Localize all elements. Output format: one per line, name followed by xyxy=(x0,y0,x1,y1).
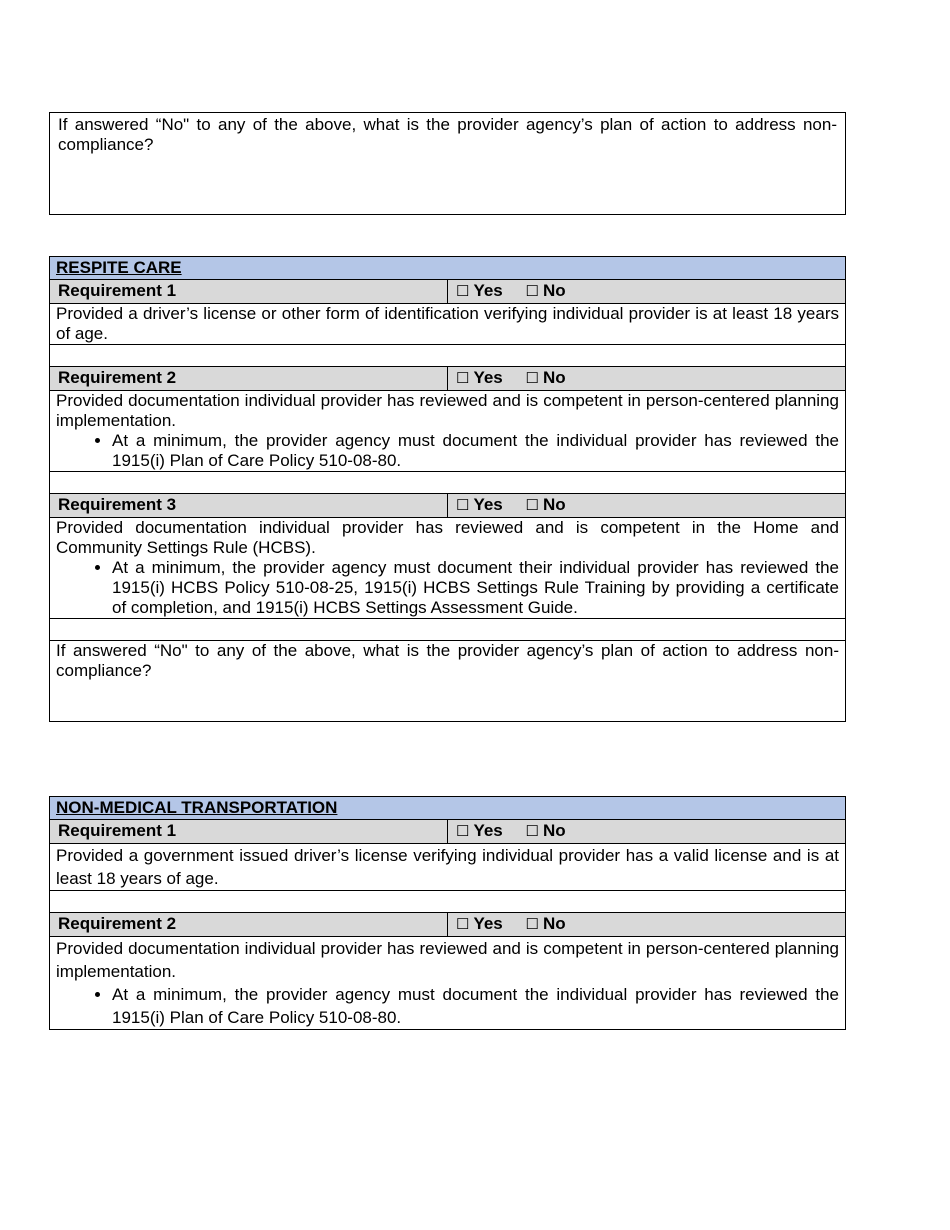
respite-req3-description xyxy=(50,518,846,619)
transport-req1-yes-checkbox[interactable] xyxy=(456,821,503,840)
spacer-row xyxy=(50,619,846,641)
checkbox-icon: ☐ xyxy=(456,283,470,300)
transport-req1-options xyxy=(448,820,846,844)
transport-req2-description xyxy=(50,937,846,1030)
yes-label: Yes xyxy=(473,368,503,387)
yes-label: Yes xyxy=(473,281,503,300)
checkbox-icon: ☐ xyxy=(525,283,539,300)
transport-table xyxy=(49,796,846,1030)
transport-req1-no-checkbox[interactable] xyxy=(526,821,566,840)
transport-req1-description xyxy=(50,844,846,891)
transport-req2-bullet: • At a minimum, the provider agency must document the individual provider has reviewed the 1915(i) Plan of Care Policy 510-08-80. xyxy=(112,983,839,1029)
respite-req3-label: Requirement 3 xyxy=(50,494,448,518)
no-label: No xyxy=(542,281,566,300)
transport-req2-text: Provided documentation individual provider has reviewed and is competent in person-centered planning implementation. xyxy=(56,939,839,981)
spacer-row xyxy=(50,472,846,494)
transport-req2-label: Requirement 2 xyxy=(50,913,448,937)
respite-req2-label: Requirement 2 xyxy=(50,367,448,391)
respite-req2-options xyxy=(448,367,846,391)
respite-req2-bullet: • At a minimum, the provider agency must document the individual provider has reviewed the 1915(i) Plan of Care Policy 510-08-80. xyxy=(112,431,839,471)
respite-care-table xyxy=(49,256,846,722)
checkbox-icon: ☐ xyxy=(456,916,470,933)
respite-req3-text: Provided documentation individual provider has reviewed and is competent in the Home and Community Settings Rule (HCBS). xyxy=(56,518,839,557)
yes-label: Yes xyxy=(473,495,503,514)
transport-req1-text: Provided a government issued driver’s license verifying individual provider has a valid license and is at least 18 years of age. xyxy=(56,846,839,888)
checkbox-icon: ☐ xyxy=(456,370,470,387)
spacer-row xyxy=(50,345,846,367)
transport-req2-options xyxy=(448,913,846,937)
respite-req1-options xyxy=(448,280,846,304)
top-plan-question: If answered “No" to any of the above, what is the provider agency’s plan of action to address non-compliance? xyxy=(58,115,837,154)
transport-req1-label: Requirement 1 xyxy=(50,820,448,844)
checkbox-icon: ☐ xyxy=(525,370,539,387)
respite-req3-bullet: • At a minimum, the provider agency must document their individual provider has reviewed the 1915(i) HCBS Policy 510-08-25, 1915(i) HCBS Settings Rule Training by providing a certificate of completion, and 1915(i) HCBS Settings Assessment Guide. xyxy=(112,558,839,618)
transport-req2-no-checkbox[interactable] xyxy=(526,914,566,933)
respite-plan-box[interactable] xyxy=(50,641,846,722)
no-label: No xyxy=(542,495,566,514)
respite-req3-yes-checkbox[interactable] xyxy=(456,495,503,514)
checkbox-icon: ☐ xyxy=(525,497,539,514)
no-label: No xyxy=(542,368,566,387)
respite-req1-no-checkbox[interactable] xyxy=(526,281,566,300)
respite-req1-label: Requirement 1 xyxy=(50,280,448,304)
checkbox-icon: ☐ xyxy=(456,497,470,514)
respite-req3-options xyxy=(448,494,846,518)
respite-req2-no-checkbox[interactable] xyxy=(526,368,566,387)
respite-req1-text: Provided a driver’s license or other form of identification verifying individual provider is at least 18 years of age. xyxy=(56,304,839,343)
transport-req2-yes-checkbox[interactable] xyxy=(456,914,503,933)
respite-req1-yes-checkbox[interactable] xyxy=(456,281,503,300)
respite-plan-question: If answered “No" to any of the above, what is the provider agency’s plan of action to address non-compliance? xyxy=(56,641,839,680)
checkbox-icon: ☐ xyxy=(525,823,539,840)
respite-req3-no-checkbox[interactable] xyxy=(526,495,566,514)
respite-req2-yes-checkbox[interactable] xyxy=(456,368,503,387)
checkbox-icon: ☐ xyxy=(525,916,539,933)
no-label: No xyxy=(542,914,566,933)
spacer-row xyxy=(50,891,846,913)
respite-title: RESPITE CARE xyxy=(50,257,846,280)
no-label: No xyxy=(542,821,566,840)
respite-req1-description xyxy=(50,304,846,345)
top-plan-box[interactable] xyxy=(49,112,846,215)
transport-title: NON-MEDICAL TRANSPORTATION xyxy=(50,797,846,820)
yes-label: Yes xyxy=(473,821,503,840)
checkbox-icon: ☐ xyxy=(456,823,470,840)
respite-req2-description xyxy=(50,391,846,472)
respite-req2-text: Provided documentation individual provider has reviewed and is competent in person-centered planning implementation. xyxy=(56,391,839,430)
yes-label: Yes xyxy=(473,914,503,933)
